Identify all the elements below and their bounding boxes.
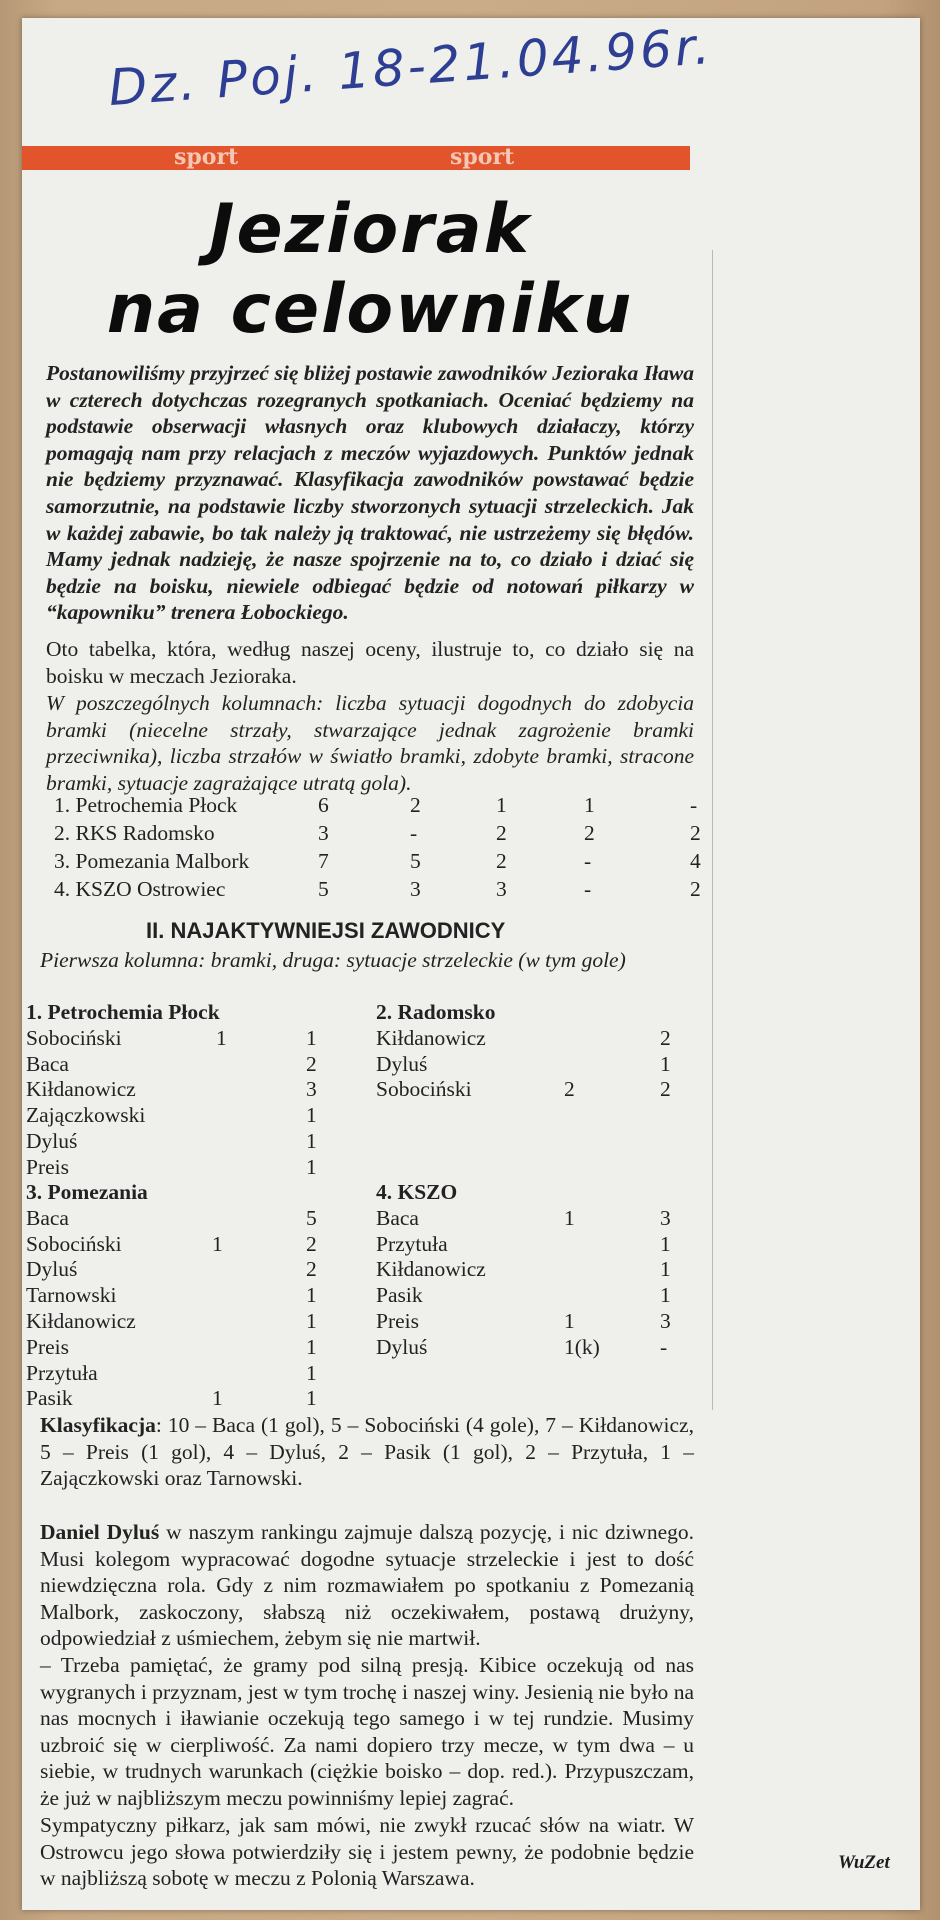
player-chances: 1 — [660, 1051, 671, 1076]
columns-explanation-paragraph: W poszczególnych kolumnach: liczba sytuacji dogodnych do zdobycia bramki (niecelne strzały, stwarzające jednak zagrożenie bramki przeciwnika), liczba strzałów w światło bramki, zdobyte bramki, stracone bramki, sytuacje zagrażające utratą gola). — [46, 691, 694, 795]
player-chances: 3 — [660, 1205, 671, 1230]
klasyfikacja-paragraph — [40, 1412, 694, 1492]
player-chances: 2 — [306, 1257, 317, 1282]
sport-band — [22, 146, 690, 170]
player-chances: 1 — [306, 1283, 317, 1308]
signature: WuZet — [838, 1852, 890, 1873]
player-name: Przytuła — [376, 1231, 448, 1256]
dylus-text: w naszym rankingu zajmuje dalszą pozycję, i nic dziwnego. Musi kolegom wypracować dogodne sytuacje strzeleckie i jest to dość niewdzięczna rola. Gdy z nim rozmawiałem po spotkaniu z Pomezanią Malbork, zaskoczony, słabszą niż oczekiwałem, postawą drużyny, odpowiedział z uśmiechem, żebym się nie martwił. — [40, 1520, 694, 1651]
player-name: Preis — [26, 1154, 69, 1179]
match-row-value: 1 — [584, 793, 595, 817]
player-chances: 3 — [306, 1077, 317, 1102]
player-goals: 2 — [564, 1077, 575, 1102]
match-row-value: - — [584, 849, 592, 873]
player-name: Baca — [376, 1205, 419, 1230]
match-row-value: 6 — [318, 793, 329, 817]
player-name: Zajączkowski — [26, 1103, 146, 1128]
player-chances: 1 — [306, 1309, 317, 1333]
player-chances: 1 — [660, 1257, 671, 1282]
player-goals: 1 — [212, 1231, 223, 1256]
handwritten-note: Dz. Poj. 18-21.04.96r. — [106, 16, 715, 118]
player-chances: 2 — [306, 1051, 317, 1076]
match-row-name: 4. KSZO Ostrowiec — [54, 877, 226, 901]
team-group-title: 3. Pomezania — [26, 1180, 148, 1204]
match-row-value: 5 — [318, 877, 329, 901]
player-goals: 1(k) — [564, 1334, 600, 1359]
player-chances: 1 — [306, 1154, 317, 1179]
headline-line-1: Jeziorak — [209, 190, 531, 269]
player-chances: 1 — [306, 1025, 317, 1050]
match-row-value: 5 — [410, 849, 421, 873]
match-row-name: 1. Petrochemia Płock — [54, 793, 238, 817]
section-subtitle: Pierwsza kolumna: bramki, druga: sytuacje strzeleckie (w tym gole) — [40, 948, 626, 972]
match-row-value: 7 — [318, 849, 329, 873]
intro-paragraph: Postanowiliśmy przyjrzeć się bliżej postawie zawodników Jezioraka Iława w czterech dotychczas rozegranych spotkaniach. Oceniać będziemy na podstawie obserwacji własnych oraz klubowych działaczy, którzy pomagają nam przy relacjach z meczów wyjazdowych. Punktów jednak nie będziemy przyznawać. Klasyfikacja zawodników powstawać będzie samorzutnie, na podstawie liczby stworzonych sytuacji strzeleckich. Jak w każdej zabawie, bo tak należy ją traktować, nie ustrzeżemy się błędów. Mamy jednak nadzieję, że nasze spojrzenie na to, co działo i dziać się będzie na boisku, niewiele odbiegać będzie od notowań piłkarzy w “kapowniku” trenera Łobockiego. — [46, 361, 694, 625]
player-name: Sobociński — [376, 1077, 472, 1102]
closing-paragraph: Sympatyczny piłkarz, jak sam mówi, nie zwykł rzucać słów na wiatr. W Ostrowcu jego słowa potwierdziły się i jestem pewny, że podobnie będzie w najbliższą sobotę w meczu z Polonią Warszawa. — [40, 1813, 694, 1891]
player-name: Kiłdanowicz — [26, 1309, 136, 1333]
section-title: II. NAJAKTYWNIEJSI ZAWODNICY — [146, 918, 506, 943]
table-intro-paragraph: Oto tabelka, która, według naszej oceny, ilustruje to, co działo się na boisku w meczach Jezioraka. — [46, 637, 694, 688]
match-row-value: 1 — [496, 793, 507, 817]
player-name: Dyluś — [26, 1257, 78, 1282]
quote-paragraph: – Trzeba pamiętać, że gramy pod silną presją. Kibice oczekują od nas wygranych i przyznam, jest w tym trochę i naszej winy. Jesienią nie było na nas mocnych i iławianie oczekują tego samego i w tej rundzie. Musimy uzbroić się w cierpliwość. Za nami dopiero trzy mecze, w tym dwa – u siebie, w trudnych warunkach (ciężkie boisko – dop. red.). Przypuszczam, że już w najbliższym meczu powinniśmy lepiej zagrać. — [40, 1653, 694, 1810]
match-row-name: 2. RKS Radomsko — [54, 821, 215, 845]
player-name: Przytuła — [26, 1360, 98, 1385]
klasyfikacja-label: Klasyfikacja — [40, 1413, 156, 1437]
player-chances: 1 — [660, 1283, 671, 1308]
match-row-value: 2 — [496, 849, 507, 873]
player-chances: 1 — [306, 1360, 317, 1385]
player-name: Dyluś — [376, 1051, 428, 1076]
match-row-value: 2 — [690, 821, 701, 845]
match-row-value: 4 — [690, 849, 701, 873]
match-row-value: 2 — [496, 821, 507, 845]
player-name: Sobociński — [26, 1025, 122, 1050]
klasyfikacja-text: : 10 – Baca (1 gol), 5 – Sobociński (4 gole), 7 – Kiłdanowicz, 5 – Preis (1 gol), 4 – Dyluś, 2 – Pasik (1 gol), 2 – Przytuła, 1 – Zajączkowski oraz Tarnowski. — [40, 1413, 694, 1491]
match-row-value: - — [690, 793, 698, 817]
match-row-value: 3 — [318, 821, 329, 845]
player-name: Tarnowski — [26, 1283, 117, 1308]
player-name: Dyluś — [376, 1334, 428, 1359]
player-name: Kiłdanowicz — [376, 1025, 486, 1050]
dylus-name: Daniel Dyluś — [40, 1520, 160, 1544]
match-row-value: 2 — [410, 793, 421, 817]
player-chances: 1 — [306, 1334, 317, 1359]
player-name: Kiłdanowicz — [26, 1077, 136, 1102]
player-name: Kiłdanowicz — [376, 1257, 486, 1282]
team-group-title: 4. KSZO — [376, 1180, 458, 1204]
team-group-title: 2. Radomsko — [376, 1000, 496, 1024]
player-name: Baca — [26, 1205, 69, 1230]
player-name: Pasik — [376, 1283, 423, 1308]
player-chances: 5 — [306, 1205, 317, 1230]
player-chances: 1 — [306, 1103, 317, 1128]
band-right-label: sport — [450, 144, 515, 170]
player-chances: 1 — [306, 1386, 317, 1411]
player-chances: 1 — [306, 1129, 317, 1153]
band-left-label: sport — [174, 144, 239, 170]
dylus-paragraph — [40, 1519, 694, 1652]
match-row-value: 3 — [496, 877, 507, 901]
player-name: Dyluś — [26, 1129, 78, 1153]
column-rule — [712, 250, 713, 1410]
player-name: Baca — [26, 1051, 69, 1076]
player-name: Sobociński — [26, 1231, 122, 1256]
player-goals: 1 — [212, 1386, 223, 1411]
match-row-value: 2 — [690, 877, 701, 901]
player-name: Preis — [376, 1309, 419, 1333]
player-chances: 2 — [660, 1025, 671, 1050]
player-chances: 2 — [660, 1077, 671, 1102]
match-row-value: - — [584, 877, 592, 901]
player-chances: 3 — [660, 1309, 671, 1333]
match-row-value: - — [410, 821, 418, 845]
player-chances: - — [660, 1334, 668, 1359]
player-name: Preis — [26, 1334, 69, 1359]
team-group-title: 1. Petrochemia Płock — [26, 1000, 220, 1024]
player-goals: 1 — [216, 1025, 227, 1050]
player-goals: 1 — [564, 1309, 575, 1333]
match-row-value: 2 — [584, 821, 595, 845]
player-goals: 1 — [564, 1205, 575, 1230]
player-chances: 1 — [660, 1231, 671, 1256]
match-row-value: 3 — [410, 877, 421, 901]
headline-line-2: na celowniku — [106, 270, 634, 349]
match-row-name: 3. Pomezania Malbork — [54, 849, 250, 873]
player-chances: 2 — [306, 1231, 317, 1256]
player-name: Pasik — [26, 1386, 73, 1411]
